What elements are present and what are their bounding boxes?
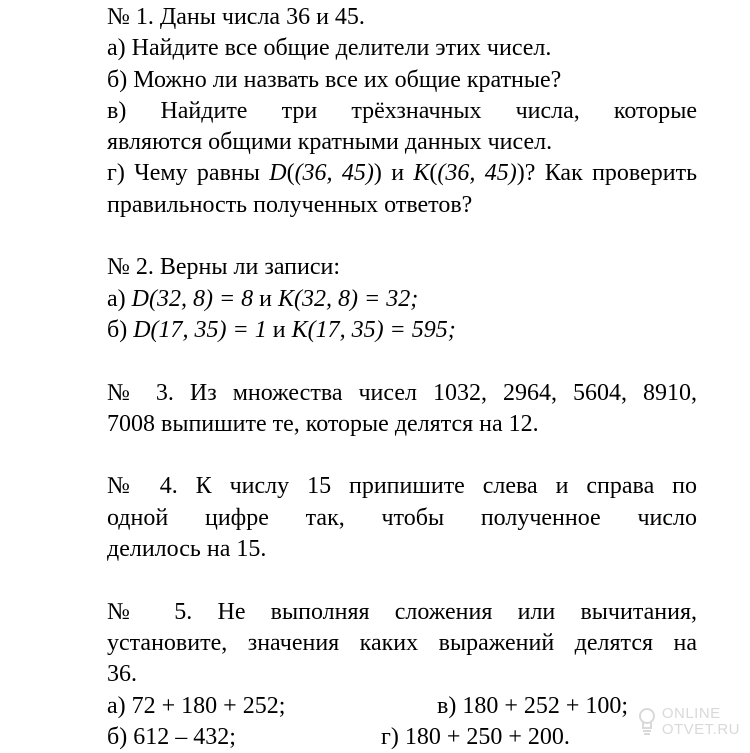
task-1-g-prefix: г) Чему равны — [107, 160, 270, 187]
task-5-line1: № 5. Не выполняя сложения или вычитания, — [107, 598, 697, 625]
spacer — [107, 221, 697, 252]
task-2-a-prefix: а) — [107, 285, 132, 312]
task-5-item-v: в) 180 + 252 + 100; — [437, 692, 629, 719]
lightbulb-icon — [638, 707, 656, 737]
task-5 — [107, 597, 697, 753]
task-2-b-prefix: б) — [107, 316, 134, 343]
task-2-b-expr2: K(17, 35) = 595; — [291, 316, 456, 343]
task-3-line1: № 3. Из множества чисел 1032, 2964, 5604, 8910, — [107, 379, 697, 406]
task-3-line2: 7008 выпишите те, которые делятся на 12. — [107, 410, 539, 437]
task-5-row-1 — [107, 691, 697, 722]
task-5-item-a: а) 72 + 180 + 252; — [107, 692, 286, 719]
task-2-item-b — [107, 315, 697, 346]
task-1-g-k-args: (36, 45) — [437, 160, 517, 187]
spacer — [107, 346, 697, 377]
task-1-item-g-line2: правильность полученных ответов? — [107, 191, 473, 218]
task-5-item-b: б) 612 – 432; — [107, 723, 236, 750]
task-2-title: № 2. Верны ли записи: — [107, 254, 341, 281]
task-3 — [107, 378, 697, 441]
task-4-line3: делилось на 15. — [107, 536, 267, 563]
task-1-g-k-paren: ((36, 45)) — [429, 160, 525, 187]
task-4 — [107, 471, 697, 565]
task-1-g-k: K — [413, 160, 430, 187]
task-1-g-suffix: ? Как проверить — [524, 160, 698, 187]
task-1-g-d-paren: ((36, 45)) — [286, 160, 382, 187]
task-5-row-2 — [107, 722, 697, 753]
task-2-a-and: и — [253, 285, 279, 312]
spacer — [107, 440, 697, 471]
task-2-b-and: и — [266, 316, 292, 343]
spacer — [107, 565, 697, 596]
task-1-title: № 1. Даны числа 36 и 45. — [107, 4, 365, 30]
task-5-line2: установите, значения каких выражений делятся на — [107, 629, 697, 656]
task-1-g-d-args: (36, 45) — [294, 160, 374, 187]
watermark-line2: OTVET.RU — [661, 721, 740, 738]
watermark — [638, 706, 740, 738]
task-2-a-expr2: K(32, 8) = 32; — [278, 285, 419, 312]
task-4-line2: одной цифре так, чтобы полученное число — [107, 504, 697, 531]
document-page — [107, 2, 697, 753]
watermark-text — [662, 706, 740, 738]
task-1 — [107, 2, 697, 221]
task-2-item-a — [107, 284, 697, 315]
task-2-b-expr1: D(17, 35) = 1 — [133, 316, 267, 343]
task-1-g-d: D — [269, 160, 287, 187]
task-2-a-expr1: D(32, 8) = 8 — [131, 285, 254, 312]
task-1-item-a: а) Найдите все общие делители этих чисел. — [107, 35, 552, 62]
task-1-item-v-line1: в) Найдите три трёхзначных числа, которые — [107, 97, 697, 124]
watermark-line1: ONLINE — [661, 705, 721, 722]
task-5-line3: 36. — [107, 661, 137, 688]
task-4-line1: № 4. К числу 15 припишите слева и справа по — [107, 473, 697, 500]
task-1-item-v-line2: являются общими кратными данных чисел. — [107, 129, 553, 156]
task-2 — [107, 252, 697, 346]
task-1-g-and: и — [381, 160, 414, 187]
task-5-item-g: г) 180 + 250 + 200. — [381, 723, 570, 750]
task-1-item-b: б) Можно ли назвать все их общие кратные? — [107, 66, 562, 93]
task-1-item-g-line1 — [107, 158, 697, 189]
